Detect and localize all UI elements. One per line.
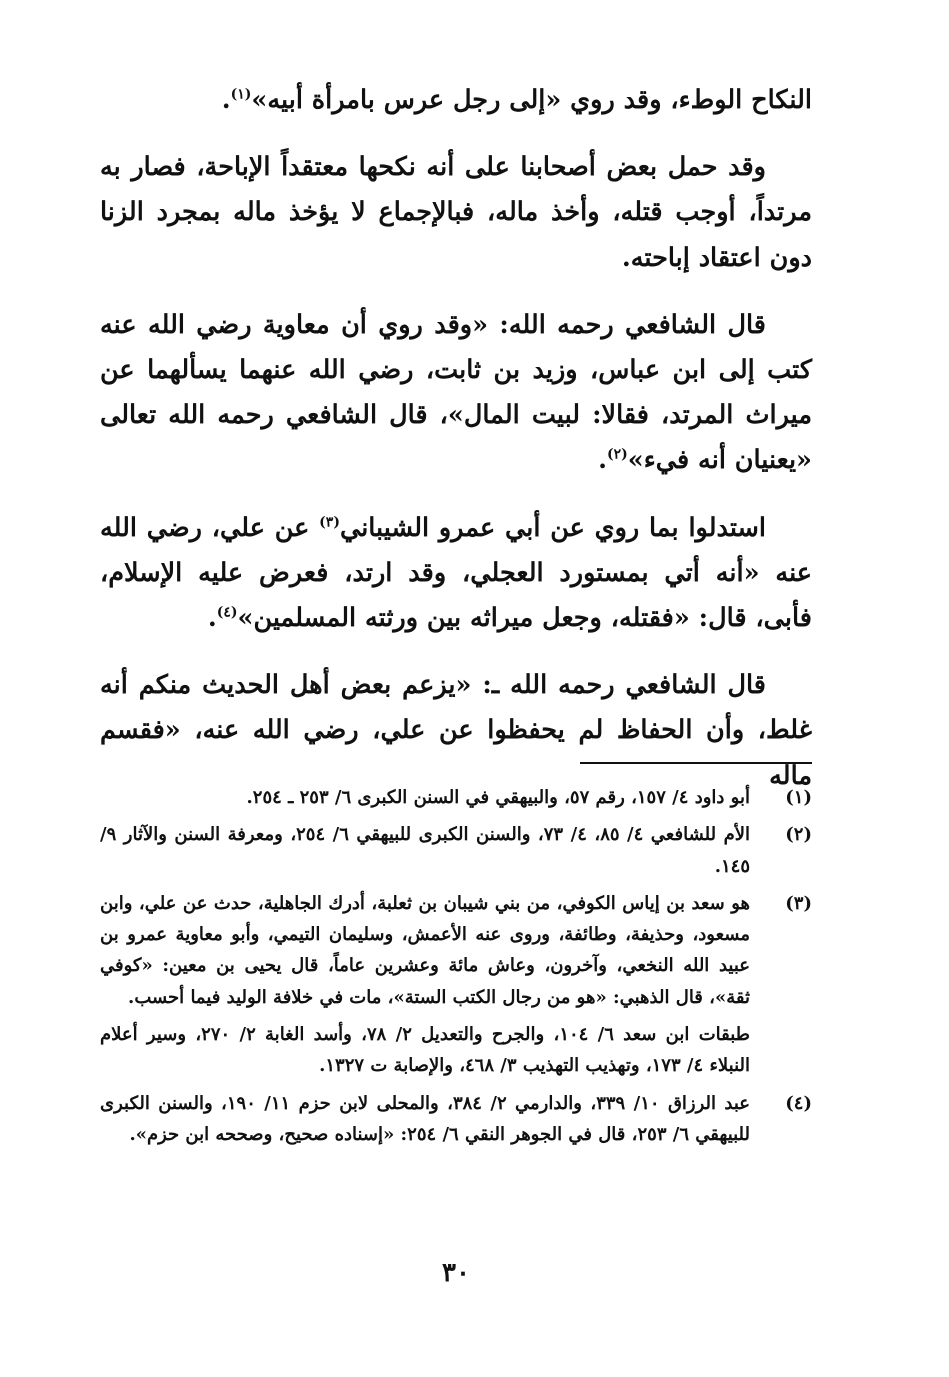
footnote-3 bbox=[100, 888, 812, 1082]
footnote-ref-4[interactable]: (٤) bbox=[216, 604, 238, 621]
footnote-ref-2[interactable]: (٢) bbox=[607, 446, 628, 463]
paragraph-4: استدلوا بما روي عن أبي عمرو الشيباني$^{(٣)}$ عن علي، رضي الله عنه «أنه أتي بمستورد العجلي، وقد ارتد، فعرض عليه الإسلام، فأبى، قال: «فقتله، وجعل ميراثه بين ورثته المسلمين»$^{(٤)}$. bbox=[100, 512, 812, 634]
footnote-ref-1[interactable]: (١) bbox=[230, 86, 252, 103]
footnote-sources: طبقات ابن سعد ٦/ ١٠٤، والجرح والتعديل ٢/ ٧٨، وأسد الغابة ٢/ ٢٧٠، وسير أعلام النبلاء ٤/ ١٧٣، وتهذيب التهذيب ٣/ ٤٦٨، والإصابة ت ١٣٢٧. bbox=[100, 1024, 750, 1077]
footnote-number: (١) bbox=[785, 787, 812, 808]
footnote-number: (٣) bbox=[785, 892, 812, 914]
main-text bbox=[100, 78, 812, 799]
paragraph-1: النكاح الوطء، وقد روي «إلى رجل عرس بامرأة أبيه»$^{(١)}$. bbox=[221, 85, 812, 115]
paragraph-5: قال الشافعي رحمه الله ـ: «يزعم بعض أهل الحديث منكم أنه غلط، وأن الحفاظ لم يحفظوا عن علي، رضي الله عنه، «فقسم ماله bbox=[100, 670, 812, 791]
paragraph-2: وقد حمل بعض أصحابنا على أنه نكحها معتقداً الإباحة، فصار به مرتداً، أوجب قتله، وأخذ ماله، فبالإجماع لا يؤخذ ماله بمجرد الزنا دون اعتقاد إباحته. bbox=[100, 152, 812, 273]
paragraph-3: قال الشافعي رحمه الله: «وقد روي أن معاوية رضي الله عنه كتب إلى ابن عباس، وزيد بن ثابت، رضي الله عنهما يسألهما عن ميراث المرتد، فقالا: لبيت المال»، قال الشافعي رحمه الله تعالى «يعنيان أنه فيء»$^{(٢)}$. bbox=[100, 309, 812, 476]
footnote-text: أبو داود ٤/ ١٥٧، رقم ٥٧، والبيهقي في السنن الكبرى ٦/ ٢٥٣ ـ ٢٥٤. bbox=[246, 787, 750, 808]
footnote-2 bbox=[100, 819, 812, 882]
footnote-4 bbox=[100, 1088, 812, 1151]
footnote-text: هو سعد بن إياس الكوفي، من بني شيبان بن ثعلبة، أدرك الجاهلية، حدث عن علي، وابن مسعود، وحذيفة، وطائفة، وروى عنه الأعمش، وسليمان التيمي، وأبو معاوية عمرو بن عبيد الله النخعي، وآخرون، وعاش مائة وعشرين عاماً، قال يحيى بن معين: «كوفي ثقة»، قال الذهبي: «هو من رجال الكتب الستة»، مات في خلافة الوليد فيما أحسب. bbox=[100, 892, 750, 1008]
footnotes bbox=[100, 782, 812, 1156]
footnote-ref-3[interactable]: (٣) bbox=[319, 514, 340, 531]
footnote-number: (٢) bbox=[785, 824, 812, 846]
footnote-1 bbox=[100, 782, 812, 813]
page-number: ٣٠ bbox=[442, 1258, 470, 1288]
book-page bbox=[100, 78, 812, 1318]
footnote-text: الأم للشافعي ٤/ ٨٥، ٤/ ٧٣، والسنن الكبرى للبيهقي ٦/ ٢٥٤، ومعرفة السنن والآثار ٩/ ١٤٥. bbox=[100, 824, 751, 877]
footnote-text: عبد الرزاق ١٠/ ٣٣٩، والدارمي ٢/ ٣٨٤، والمحلى لابن حزم ١١/ ١٩٠، والسنن الكبرى للبيهقي ٦/ ٢٥٣، قال في الجوهر النقي ٦/ ٢٥٤: «إسناده صحيح، وصححه ابن حزم». bbox=[100, 1092, 751, 1145]
footnote-number: (٤) bbox=[785, 1092, 812, 1114]
footnote-divider bbox=[580, 762, 812, 764]
